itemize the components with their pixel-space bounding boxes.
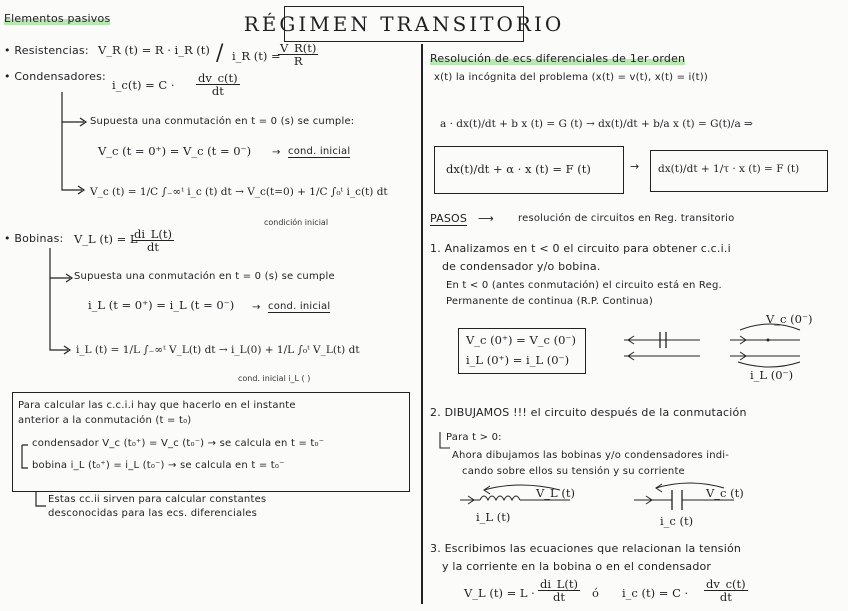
step1-line4: Permanente de continua (R.P. Continua) [446,296,653,307]
bob-continuidad: i_L (t = 0⁺) = i_L (t = 0⁻) [88,298,235,312]
eq-general: a · dx(t)/dt + b x (t) = G (t) → dx(t)/dt + b/a x (t) = G(t)/a ⇒ [440,118,753,130]
slash-separator: / [216,41,224,66]
bobinas-label: • Bobinas: [4,232,64,245]
bob-integral-note: cond. inicial i_L ( ) [238,374,311,383]
cond-arrow: → [272,147,281,158]
resistencias-eq: V_R (t) = R · i_R (t) [98,43,210,57]
cond-continuidad: V_c (t = 0⁺) = V_c (t = 0⁻) [98,144,252,158]
cci-box-line1: Para calcular las c.c.i.i hay que hacerlo en el instante [18,400,296,411]
bob-integral: i_L (t) = 1/L ∫₋∞ᵗ V_L(t) dt → i_L(0) + 1/L ∫₀ᵗ V_L(t) dt [76,344,360,356]
step3-frac2-den: dt [719,590,732,605]
resistencias-frac-num: V_R(t) [280,41,317,55]
step3-frac1-den: dt [553,590,565,605]
page-title: RÉGIMEN TRANSITORIO [284,6,524,42]
right-heading: Resolución de ecs diferenciales de 1er orden [430,52,686,65]
step3-line1: 3. Escribimos las ecuaciones que relacionan la tensión [430,542,742,555]
left-heading: Elementos pasivos [4,12,111,25]
cond-integral-note: condición inicial [264,218,329,227]
vc-label: V_c (t) [706,486,744,500]
step1-line1: 1. Analizamos en t < 0 el circuito para obtener c.c.i.i [430,242,731,255]
step1-line3: En t < 0 (antes conmutación) el circuito está en Reg. [446,280,722,291]
resistencias-label: • Resistencias: [4,44,89,57]
bob-frac-den: dt [147,240,159,255]
resistencias-frac-den: R [293,54,303,69]
step3-eq1: V_L (t) = L · [464,586,535,600]
cci-box-line2: anterior a la conmutación (t = t₀) [18,415,192,426]
resistencias-eq2: i_R (t) = [232,49,281,63]
bob-eq: V_L (t) = L [74,232,138,246]
bob-arrow: → [252,302,261,313]
footer-line1: Estas cc.ii sirven para calcular constantes [48,494,267,505]
bob-frac-num: di_L(t) [134,227,173,241]
diffeq-alpha: dx(t)/dt + α · x (t) = F (t) [446,162,591,176]
vl-label: V_L (t) [536,486,575,500]
pasos-label: PASOS [430,212,468,225]
step2-line2: Para t > 0: [446,432,502,443]
step2-line4: cando sobre ellos su tensión y su corriente [462,466,685,477]
step1-line2: de condensador y/o bobina. [442,260,601,273]
step3-frac1-num: di_L(t) [540,577,579,591]
ic-label: i_c (t) [660,514,694,528]
step1-box-il: i_L (0⁺) = i_L (0⁻) [466,353,570,367]
step3-frac1 [536,578,582,603]
step1-box-vc: V_c (0⁺) = V_c (0⁻) [466,333,576,347]
cci-box-condensador: condensador V_c (t₀⁺) = V_c (t₀⁻) → se calcula en t = t₀⁻ [32,438,325,449]
step2-line3: Ahora dibujamos las bobinas y/o condensadores indi- [452,450,730,461]
pasos-desc: resolución de circuitos en Reg. transitorio [518,213,735,224]
il0-label: i_L (0⁻) [750,368,794,382]
cond-suponga: Supuesta una conmutación en t = 0 (s) se cumple: [90,116,355,127]
step3-frac2 [702,578,750,603]
vc0-label: V_c (0⁻) [766,312,813,326]
cond-eq: i_c(t) = C · [112,78,175,92]
incognita-text: x(t) la incógnita del problema (x(t) = v(t), x(t) = i(t)) [434,72,708,83]
cond-frac-den: dt [211,84,224,99]
step3-or: ó [592,586,599,600]
bob-inicial-note: cond. inicial [268,301,331,312]
pasos-arrow: ⟶ [478,212,494,225]
step2-line1: 2. DIBUJAMOS !!! el circuito después de la conmutación [430,406,747,419]
footer-line2: desconocidas para las ecs. diferenciales [48,508,258,519]
il-label: i_L (t) [476,510,511,524]
step3-frac2-num: dv_c(t) [706,577,746,591]
step3-eq2: i_c (t) = C · [622,586,689,600]
condensadores-label: • Condensadores: [4,70,106,83]
bob-suponga: Supuesta una conmutación en t = 0 (s) se cumple [74,271,335,282]
cci-box-bobina: bobina i_L (t₀⁺) = i_L (t₀⁻) → se calcula en t = t₀⁻ [32,460,285,471]
step3-line2: y la corriente en la bobina o en el condensador [442,560,712,573]
diffeq-arrow: → [630,160,640,173]
diffeq-tau: dx(t)/dt + 1/τ · x (t) = F (t) [658,163,800,175]
cond-inicial-note: cond. inicial [288,146,351,157]
cond-frac-num: dv_c(t) [198,71,238,85]
cond-integral: V_c (t) = 1/C ∫₋∞ᵗ i_c (t) dt → V_c(t=0) + 1/C ∫₀ᵗ i_c(t) dt [90,186,388,198]
